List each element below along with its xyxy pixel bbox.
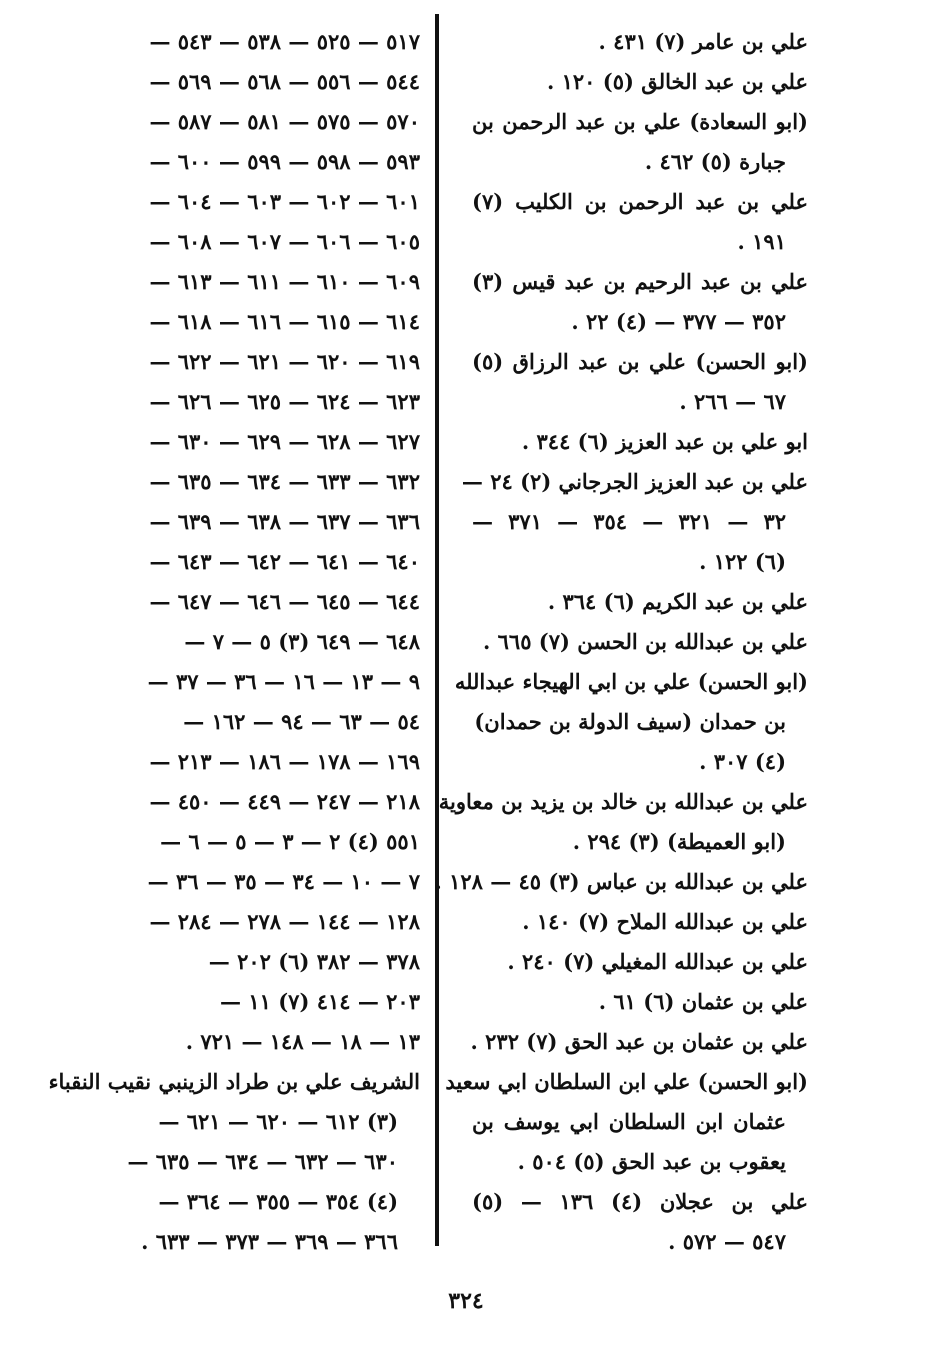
index-entry-line: ١٩١ .	[737, 229, 786, 254]
index-entry-line: الشريف علي بن طراد الزينبي نقيب النقباء	[48, 1069, 420, 1094]
index-entry-line: علي بن عجلان (٤) ١٣٦ — (٥)	[472, 1189, 808, 1214]
index-entry-line: ٦٠٩ — ٦١٠ — ٦١١ — ٦١٣ —	[149, 269, 420, 294]
index-entry-line: (٣) ٦١٢ — ٦٢٠ — ٦٢١ —	[158, 1109, 398, 1134]
index-entry-line: (٤) ٣٥٤ — ٣٥٥ — ٣٦٤ —	[158, 1189, 398, 1214]
index-entry-line: ٦١٤ — ٦١٥ — ٦١٦ — ٦١٨ —	[149, 309, 420, 334]
index-entry-line: علي بن عثمان (٦) ٦١ .	[598, 989, 808, 1014]
index-entry-line: علي بن عثمان بن عبد الحق (٧) ٢٣٢ .	[470, 1029, 808, 1054]
index-entry-line: ٣٧٨ — ٣٨٢ (٦) ٢٠٢ —	[208, 949, 420, 974]
index-entry-line: ٥٩٣ — ٥٩٨ — ٥٩٩ — ٦٠٠ —	[149, 149, 420, 174]
index-entry-line: ١٦٩ — ١٧٨ — ١٨٦ — ٢١٣ —	[149, 749, 420, 774]
index-entry-line: ابو علي بن عبد العزيز (٦) ٣٤٤ .	[521, 429, 808, 454]
index-entry-line: (٦) ١٢٢ .	[699, 549, 786, 574]
index-entry-line: ٦١٩ — ٦٢٠ — ٦٢١ — ٦٢٢ —	[149, 349, 420, 374]
index-entry-line: ٦٤٨ — ٦٤٩ (٣) ٥ — ٧ —	[184, 629, 420, 654]
index-entry-line: ٥٧٠ — ٥٧٥ — ٥٨١ — ٥٨٧ —	[149, 109, 420, 134]
index-entry-line: ٥٤٤ — ٥٥٦ — ٥٦٨ — ٥٦٩ —	[149, 69, 420, 94]
index-column-numbers	[48, 22, 420, 1262]
index-entry-line: يعقوب بن عبد الحق (٥) ٥٠٤ .	[517, 1149, 786, 1174]
index-entry-line: ٩ — ١٣ — ١٦ — ٣٦ — ٣٧ —	[147, 669, 420, 694]
index-entry-line: ٣٦٦ — ٣٦٩ — ٣٧٣ — ٦٣٣ .	[141, 1229, 398, 1254]
page-number: ٣٢٤	[448, 1288, 484, 1314]
index-entry-line: ١٢٨ — ١٤٤ — ٢٧٨ — ٢٨٤ —	[149, 909, 420, 934]
index-entry-line: ٦٣٦ — ٦٣٧ — ٦٣٨ — ٦٣٩ —	[149, 509, 420, 534]
index-entry-line: ٦٤٤ — ٦٤٥ — ٦٤٦ — ٦٤٧ —	[149, 589, 420, 614]
index-entry-line: ٦٠١ — ٦٠٢ — ٦٠٣ — ٦٠٤ —	[149, 189, 420, 214]
index-entry-line: ٣٥٢ — ٣٧٧ — (٤) ٢٢ .	[571, 309, 786, 334]
index-entry-line: ٥١٧ — ٥٢٥ — ٥٣٨ — ٥٤٣ —	[149, 29, 420, 54]
index-entry-line: علي بن عبد الكريم (٦) ٣٦٤ .	[547, 589, 808, 614]
index-entry-line: ٥٤ — ٦٣ — ٩٤ — ١٦٢ —	[183, 709, 420, 734]
index-entry-line: ٢٠٣ — ٤١٤ (٧) ١١ —	[220, 989, 420, 1014]
index-entry-line: ١٣ — ١٨ — ١٤٨ — ٧٢١ .	[185, 1029, 420, 1054]
index-entry-line: بن حمدان (سيف الدولة بن حمدان)	[474, 709, 786, 734]
index-column-names	[434, 22, 808, 1262]
index-entry-line: ٣٢ — ٣٢١ — ٣٥٤ — ٣٧١ —	[472, 509, 787, 534]
index-entry-line: ٦٢٣ — ٦٢٤ — ٦٢٥ — ٦٢٦ —	[149, 389, 420, 414]
index-entry-line: ٦٧ — ٢٦٦ .	[679, 389, 786, 414]
index-entry-line: ٥٥١ (٤) ٢ — ٣ — ٥ — ٦ —	[160, 829, 420, 854]
index-entry-line: (٤) ٣٠٧ .	[699, 749, 786, 774]
index-entry-line: ٦٣٠ — ٦٣٢ — ٦٣٤ — ٦٣٥ —	[127, 1149, 398, 1174]
index-entry-line: (ابو العميطة) (٣) ٢٩٤ .	[572, 829, 786, 854]
index-entry-line: ٢١٨ — ٢٤٧ — ٤٤٩ — ٤٥٠ —	[149, 789, 420, 814]
index-entry-line: ٦٠٥ — ٦٠٦ — ٦٠٧ — ٦٠٨ —	[149, 229, 420, 254]
index-entry-line: ٦٤٠ — ٦٤١ — ٦٤٢ — ٦٤٣ —	[149, 549, 420, 574]
index-entry-line: علي بن عبدالله بن الحسن (٧) ٦٦٥ .	[483, 629, 808, 654]
index-entry-line: عثمان ابن السلطان ابي يوسف بن	[472, 1109, 786, 1134]
index-entry-line: (ابو الحسن) علي بن ابي الهيجاء عبدالله	[454, 669, 808, 694]
index-entry-line: علي بن عبدالله المغيلي (٧) ٢٤٠ .	[507, 949, 808, 974]
index-entry-line: جبارة (٥) ٤٦٢ .	[644, 149, 786, 174]
column-divider	[435, 14, 439, 1246]
index-entry-line: ٥٤٧ — ٥٧٢ .	[668, 1229, 786, 1254]
index-entry-line: (ابو الحسن) علي ابن السلطان ابي سعيد	[445, 1069, 808, 1094]
index-entry-line: علي بن عبد الخالق (٥) ١٢٠ .	[547, 69, 808, 94]
index-entry-line: علي بن عبدالله الملاح (٧) ١٤٠ .	[522, 909, 808, 934]
index-entry-line: (ابو الحسن) علي بن عبد الرزاق (٥)	[472, 349, 808, 374]
index-entry-line: ٦٣٢ — ٦٣٣ — ٦٣٤ — ٦٣٥ —	[149, 469, 420, 494]
index-entry-line: علي بن عامر (٧) ٤٣١ .	[598, 29, 808, 54]
index-entry-line: علي بن عبدالله بن عباس (٣) ٤٥ — ١٢٨ .	[434, 869, 808, 894]
index-entry-line: (ابو السعادة) علي بن عبد الرحمن بن	[472, 109, 808, 134]
index-entry-line: علي بن عبدالله بن خالد بن يزيد بن معاوية	[438, 789, 808, 814]
index-entry-line: علي بن عبد الرحيم بن عبد قيس (٣)	[472, 269, 808, 294]
index-entry-line: علي بن عبد العزيز الجرجاني (٢) ٢٤ —	[461, 469, 808, 494]
index-entry-line: علي بن عبد الرحمن بن الكليب (٧)	[472, 189, 808, 214]
index-entry-line: ٧ — ١٠ — ٣٤ — ٣٥ — ٣٦ —	[147, 869, 420, 894]
index-entry-line: ٦٢٧ — ٦٢٨ — ٦٢٩ — ٦٣٠ —	[149, 429, 420, 454]
